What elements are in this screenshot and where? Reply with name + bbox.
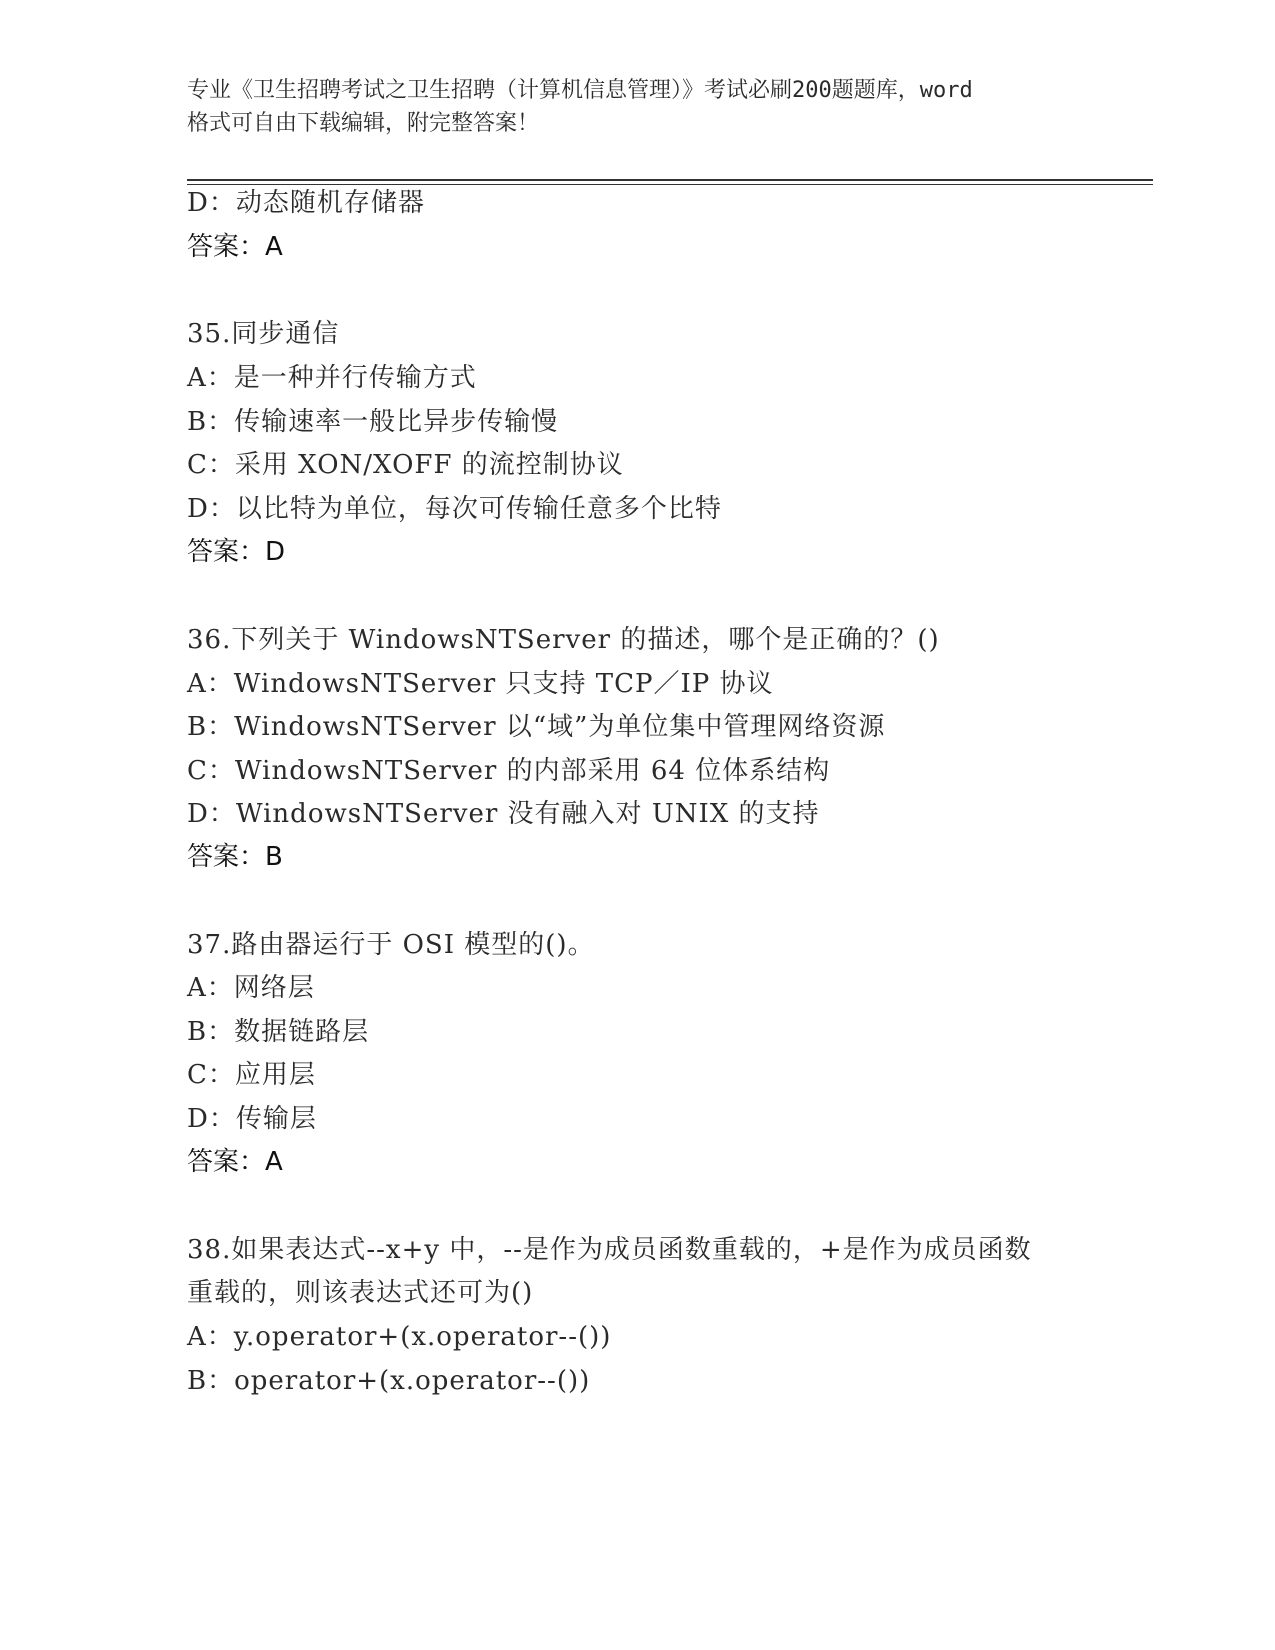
q35-option-a: A：是一种并行传输方式 <box>187 363 477 393</box>
q35-option-c: C：采用 XON/XOFF 的流控制协议 <box>187 450 624 480</box>
q37-stem: 37.路由器运行于 OSI 模型的()。 <box>187 930 595 960</box>
q36-option-d: D：WindowsNTServer 没有融入对 UNIX 的支持 <box>187 799 820 829</box>
q35-answer: 答案：D <box>187 537 286 567</box>
q36-stem: 36.下列关于 WindowsNTServer 的描述，哪个是正确的？() <box>187 625 940 655</box>
q36-option-b: B：WindowsNTServer 以“域”为单位集中管理网络资源 <box>187 712 886 742</box>
q37-option-c: C：应用层 <box>187 1060 316 1090</box>
q37-option-d: D：传输层 <box>187 1104 317 1134</box>
q34-option-d: D：动态随机存储器 <box>187 188 425 218</box>
q34-answer: 答案：A <box>187 232 283 262</box>
q38-option-b: B：operator+(x.operator--()) <box>187 1366 591 1396</box>
header-line-2: 格式可自由下载编辑，附完整答案！ <box>187 111 540 136</box>
q36-option-c: C：WindowsNTServer 的内部采用 64 位体系结构 <box>187 756 831 786</box>
q35-option-d: D：以比特为单位，每次可传输任意多个比特 <box>187 494 722 524</box>
q38-stem-line-1: 38.如果表达式--x+y 中，--是作为成员函数重载的，+是作为成员函数 <box>187 1235 1032 1265</box>
header-divider-thin <box>187 184 1153 185</box>
q35-stem: 35.同步通信 <box>187 319 340 349</box>
q37-answer: 答案：A <box>187 1147 283 1177</box>
q36-answer: 答案：B <box>187 842 283 872</box>
q38-stem-line-2: 重载的，则该表达式还可为() <box>187 1278 534 1308</box>
q37-option-a: A：网络层 <box>187 973 315 1003</box>
document-header <box>187 74 1087 140</box>
q38-option-a: A：y.operator+(x.operator--()) <box>187 1322 612 1352</box>
q37-option-b: B：数据链路层 <box>187 1017 370 1047</box>
q35-option-b: B：传输速率一般比异步传输慢 <box>187 407 559 437</box>
header-line-1: 专业《卫生招聘考试之卫生招聘（计算机信息管理）》考试必刷200题题库，word <box>187 78 973 103</box>
q36-option-a: A：WindowsNTServer 只支持 TCP／IP 协议 <box>187 669 774 699</box>
header-divider-thick <box>187 179 1153 181</box>
